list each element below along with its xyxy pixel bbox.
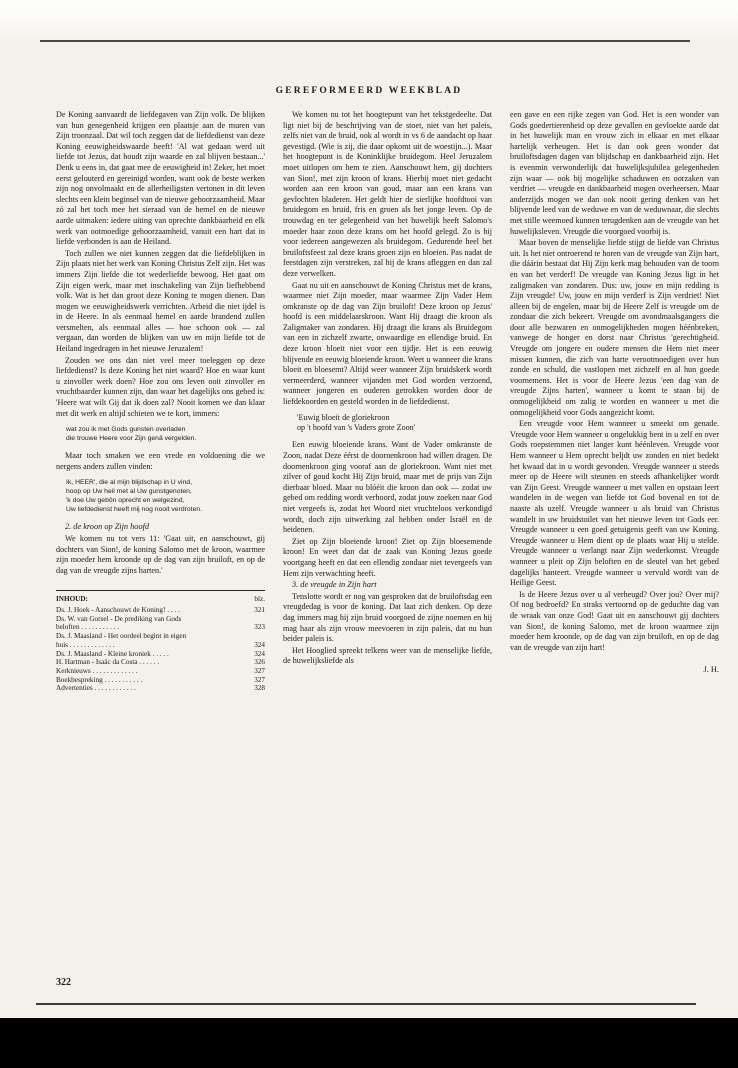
toc-item-page: 326 — [254, 658, 265, 667]
scan-margin — [0, 0, 738, 38]
bottom-rule — [36, 1003, 696, 1005]
paragraph: Gaat nu uit en aanschouwt de Koning Christus met de krans, waarmee niet Zijn moeder, maar waarmee Zijn Vader Hem omkranste op de dag van Zijn bruiloft! Deze kroon op Jezus' hoofd is een middelaarskroon. Want Hij draagt die kroon als Zaligmaker van zondaren. Hij draagt die krans als Bruidegom van een in zichzelf zwarte, onwaardige en ellendige bruid. En deze kroon bloeit niet voor een tijdje. Het is een eeuwig blijvende en eeuwig bloeiende kroon. Weet u wanneer die krans bloeit en bloesemt? Altijd weer wanneer Zijn bruidskerk wordt vermeerderd, wanneer vijanden met God worden verzoend, wanneer jongeren en ouderen getrokken worden door de liefdekoorden en gesteld worden in de liefdedienst. — [283, 280, 492, 407]
toc-item-title: Ds. J. Hoek - Aanschouwt de Koning! . . . . — [56, 606, 180, 615]
toc-item-title: H. Hartman - Isaäc da Costa . . . . . . — [56, 658, 159, 667]
paragraph: We komen nu tot vers 11: 'Gaat uit, en aanschouwt, gij dochters van Sion!, de koning Salomo met de kroon, waarmee zijn moeder hem kroonde op de dag van zijn bruiloft, en op de dag van de vreugde zijns harten.' — [56, 534, 265, 575]
toc-item-page: 321 — [254, 606, 265, 615]
scan-border — [0, 1018, 738, 1068]
verse-line: op 't hoofd van 's Vaders grote Zoon' — [297, 423, 416, 433]
author-signature: J. H. — [703, 665, 719, 675]
paragraph: Maar boven de menselijke liefde stijgt de liefde van Christus uit. Is het niet ontroerend te horen van de vreugde van Zijn hart, die dáárin bestaat dat Hij Zijn kerk mag behouden van de toorn en van het verderf! De vreugde van Koning Jezus ligt in het zaligmaken van zondaren. Dus: uw, jouw en mijn redding is Zijn vreugde! Uw, jouw en mijn verderf is Zijn verdriet! Niet alleen bij de engelen, maar bij de Heere Zelf is vreugde om de zondaar die zich bekeert. Vreugde om avondmaalsgangers die door alle bezwaren en onmogelijkheden mogen héénbreken, vanwege de honger en dorst naar Christus 'gerechtigheid. Vreugde om jongere en oudere mensen die Hem niet meer missen kunnen, die zich van harte verootmoedigen over hun zonde en schuld, die vastlopen met zichzelf en al hun goede voornemens. Het is voor de Heere Jezus 'een dag van de vreugde Zijns harten', wanneer u komt te staan bij de onmogelijkheid om zalig te worden en wanneer u met die onmogelijkheid voor Gods aangezicht komt. — [510, 238, 719, 417]
paragraph: Een euwig bloeiende krans. Want de Vader omkranste de Zoon, nadat Deze éérst de doornenkroon had willen dragen. De doornenkroon ging vooraf aan de gloriekroon. Want niet met zilver of goud kocht Hij Zijn bruid, maar met de prijs van Zijn dierbaar bloed. Maar nu blóéit die kroon dan ook — zodat uw gebed om redding wordt verhoord, zodat jouw zoeken naar God niet vergeefs is, zodat het Woord niet vruchteloos verkondigd wordt, doch zijn uitwerking zal hebben onder Israël en de heidenen. — [283, 440, 492, 535]
toc-item[interactable] — [56, 650, 265, 659]
toc-item[interactable] — [56, 684, 265, 693]
toc-item-page: 327 — [254, 667, 265, 675]
column-left — [56, 110, 265, 693]
verse-line: Ik, HEER', die al mijn blijdschap in U vind, — [66, 479, 192, 487]
column-middle — [283, 110, 492, 667]
toc-item[interactable] — [56, 658, 265, 667]
verse-line: die trouwe Heere voor Zijn genâ vergelden. — [66, 435, 197, 443]
toc-item[interactable] — [56, 676, 265, 685]
toc-divider — [56, 590, 265, 591]
toc-item-title: Ds. J. Maasland - Kleine kroniek . . . . . — [56, 649, 169, 658]
toc-item-title: Kerknieuws . . . . . . . . . . . . . — [56, 667, 138, 675]
verse-line: hoop op Uw heil met al Uw gunstgenoten, — [66, 488, 192, 496]
toc-item-page: 324 — [254, 649, 265, 658]
section-heading: 3. de vreugde in Zijn hart — [292, 580, 377, 590]
paragraph: Zouden we ons dan niet veel meer toeleggen op deze liefdedienst? Is deze Koning het niet waard? Hoe en waar kunt u zinvoller werk doen? Hoe zou ons leven ooit zinvoller en vruchtbaarder kunnen zijn, dan waar het dagelijks ons gebed is: 'Heere wat wilt Gij dat ik doen zal? Nooit komen we dan klaar met dit werk en altijd schieten we te kort, immers: — [56, 355, 265, 418]
psalm-quote — [66, 478, 265, 514]
toc-item-title: Advertenties . . . . . . . . . . . . — [56, 684, 136, 693]
toc-item-page: 327 — [254, 675, 265, 684]
verse-line: 'Euwig bloeit de gloriekroon — [297, 412, 390, 422]
toc-item-title: Ds. J. Maasland - Het oordeel begint in eigen huis . . . . . . . . . . . . . — [56, 632, 187, 649]
paragraph: Tenslotte wordt er nog van gesproken dat de bruiloftsdag een vreugdedag is voor de koning. Dat laat zich denken. Op deze dag immers mag hij zijn bruid voorgoed de zijne noemen en hij mag haar als zijn vrouw meevoeren in zijn paleis, dat nu hun beider paleis is. — [283, 591, 492, 644]
paragraph: De Koning aanvaardt de liefdegaven van Zijn volk. De blijken van hun genegenheid krijgen een plaatsje aan de muren van Zijn troonzaal. Dat wil toch zeggen dat de liefdedienst van deze Koning eeuwigheidswaarde heeft! 'Al wat gedaan werd uit liefde tot Jezus, dat houdt zijn waarde en zal blijven bestaan...' Denk u eens in, dat gaat mee de eeuwigheid in! Zeker, het moet eerst gelouterd en gereinigd worden, want ook de beste werken zijn nog onvolmaakt en de allerheiligsten vertonen in dit leven slechts een klein beginsel van de nieuwe gehoorzaamheid. Maar zó zal het toch mee het sieraad van de hemel en de nieuwe aarde uitmaken: iedere uiting van oprechte dankbaarheid en elk werk van ootmoedige gehoorzaamheid, vanuit een hart dat in liefde verbonden is aan de Heiland. — [56, 110, 265, 247]
paragraph: Maar toch smaken we een vrede en voldoening die we nergens anders zullen vinden: — [56, 451, 265, 471]
paragraph: Is de Heere Jezus over u al verheugd? Over jou? Over mij? Of nog bedroefd? En straks vertoornd op de geduchte dag van de wraak van onze God! Gaat uit en aanschouwt gij dochters van Sion!, de koning Salomo, met de kroon waarmee zijn moeder hem kroonde, op de dag van zijn bruiloft, en op de dag van de vreugde van zijn hart! — [510, 589, 719, 652]
table-of-contents — [56, 595, 265, 693]
toc-header — [56, 595, 265, 604]
toc-item-page: 328 — [254, 684, 265, 693]
top-rule — [40, 40, 690, 42]
toc-item[interactable] — [56, 615, 265, 632]
hymn-quote — [297, 413, 492, 434]
toc-item-title: Boekbespreking . . . . . . . . . . . — [56, 675, 143, 684]
toc-item[interactable] — [56, 667, 265, 676]
toc-item[interactable] — [56, 606, 265, 615]
paragraph: Het Hooglied spreekt telkens weer van de menselijke liefde, de huwelijksliefde als — [283, 645, 492, 666]
running-header: GEREFORMEERD WEEKBLAD — [275, 86, 463, 96]
verse-line: wat zou ik met Gods gunsten overladen — [66, 426, 186, 434]
toc-heading: INHOUD: — [56, 595, 88, 604]
paragraph: een gave en een rijke zegen van God. Het is een wonder van Gods goedertierenheid op deze gevallen en gevloekte aarde dat in het huwelijk man en vrouw zich in elkaar en met elkaar hartelijk verheugen. Het is dan ook geen wonder dat bruiloftsdagen dagen van blijdschap en dankbaarheid zijn. Het is evenmin verwonderlijk dat huwelijksjubilea gelegenheden zijn waar — ook bij mogelijke schaduwen en oorzaken van verdriet — vreugde en dankbaarheid mogen overheersen. Maar anderzijds mogen we dan ook nooit gering denken van het blijvende leed van de weduwe en van de weduwnaar, die slechts met stille weemoed kunnen terugdenken aan de vreugde van het huwelijksleven. Vreugde die voorgoed voorbij is. — [510, 110, 719, 236]
paragraph: Toch zullen we niet kunnen zeggen dat die liefdeblijken in Zijn plaats niet het werk van Koning Christus Zelf zijn. Het was immers Zijn liefde die tot wederliefde bewoog. Het gaat om Zijn eigen werk, maar met inschakeling van Zijn liefhebbend volk. Wat is het dan groot deze Koning te mogen dienen. Dan mogen we eeuwigheidswerk verrichten. Arbeid die niet ijdel is in de Heere. In als eenmaal hemel en aarde brandend zullen versmelten, als eenmaal alles — hoe schoon ook — zal vergaan, dan worden de blijken van uw en mijn liefde tot de Heiland ingedragen in het nieuwe Jeruzalem! — [56, 248, 265, 354]
toc-item[interactable] — [56, 632, 265, 649]
toc-item-page: 324 — [254, 640, 265, 649]
paragraph: Ziet op Zijn bloeiende kroon! Ziet op Zijn bloesemende kroon! En weet dan dat de zaak van Koning Jezus goede voortgang heeft en dat een ellendig zondaar niet tevergeefs van Hem zijn verwachting heeft. — [283, 536, 492, 578]
column-right — [510, 110, 719, 676]
verse-line: Uw liefdedienst heeft mij nog nooit verdroten. — [66, 506, 203, 514]
verse-quote — [66, 425, 265, 443]
toc-item-title: Ds. W. van Gorsel - De prediking van Gods beloften . . . . . . . . . . . — [56, 614, 182, 632]
verse-line: 'k doe Uw gebôn oprecht en welgezind, — [66, 497, 185, 505]
paragraph: Een vreugde voor Hem wanneer u smeekt om genade. Vreugde voor Hem wanneer u ongelukkig bent in u zelf en over Gods roepstemmen niet langer kunt héénleven. Vreugde voor Hem wanneer u Hem oprecht beljdt uw zonden en niet bedekt het kwaad dat in u wordt gevonden. Vreugde wanneer u steeds meer op de Heere wilt steunen en steeds afhankelijker wordt van Zijn Geest. Vreugde wanneer u met vallen en opstaan leert wandelen in de wegen van liefde tot God bovenal en tot de naaste als uzelf. Vreugde wanneer u als bruid van Christus wandelt in uw bruidstoilet van het nieuwe leven tot Gods eer. Vreugde wanneer u een goed getuigenis geeft van uw Koning. Vreugde wanneer u Hem dient op de plaats waar Hij u stelde. Vreugde wanneer u verlangt naar Zijn wederkomst. Vreugde wanneer u pleit op Zijn beloften en de sleutel van het gebed dagelijks hanteert. Vreugde wanneer u vervuld wordt van de Heilige Geest. — [510, 419, 719, 588]
paragraph: We komen nu tot het hoogtepunt van het tekstgedeelte. Dat ligt niet bij de beschrijving van de stoet, niet van het paleis, zelfs niet van de bruid, ook al wordt in vs 6 de aandacht op haar gevestigd. (Wie is zij, die daar opkomt uit de woestijn...). Maar het hoogtepunt is de Koninklijke bruidegom. Heel Jeruzalem moet uitlopen om hem te zien. Aanschouwt hem, gij dochters van Sion!, met zijn kroon of krans. Hierbij moet niet gedacht worden aan een kroon van goud, maar aan een krans van gevlochten bladeren. Het geldt hier de sierlijke hoofdtooi van bruidegom en bruid, fris en groen als het jonge leven. Op de trouwdag en ter gelegenheid van het huwelijk heeft Salomo's moeder haar zoon deze krans om het hoofd gelegd. Zo is hij voor iedereen aangewezen als bruidegom. Gedurende heel het bruiloftsfeest zal deze krans groen zijn en bloeien. Pas nadat de feestdagen zijn verstreken, zal hij de krans afleggen en dan zal deze verwelken. — [283, 110, 492, 278]
section-heading: 2. de kroon op Zijn hoofd — [65, 522, 150, 532]
toc-page-label: blz. — [254, 595, 265, 604]
toc-item-page: 323 — [254, 623, 265, 632]
page-number: 322 — [56, 977, 71, 988]
